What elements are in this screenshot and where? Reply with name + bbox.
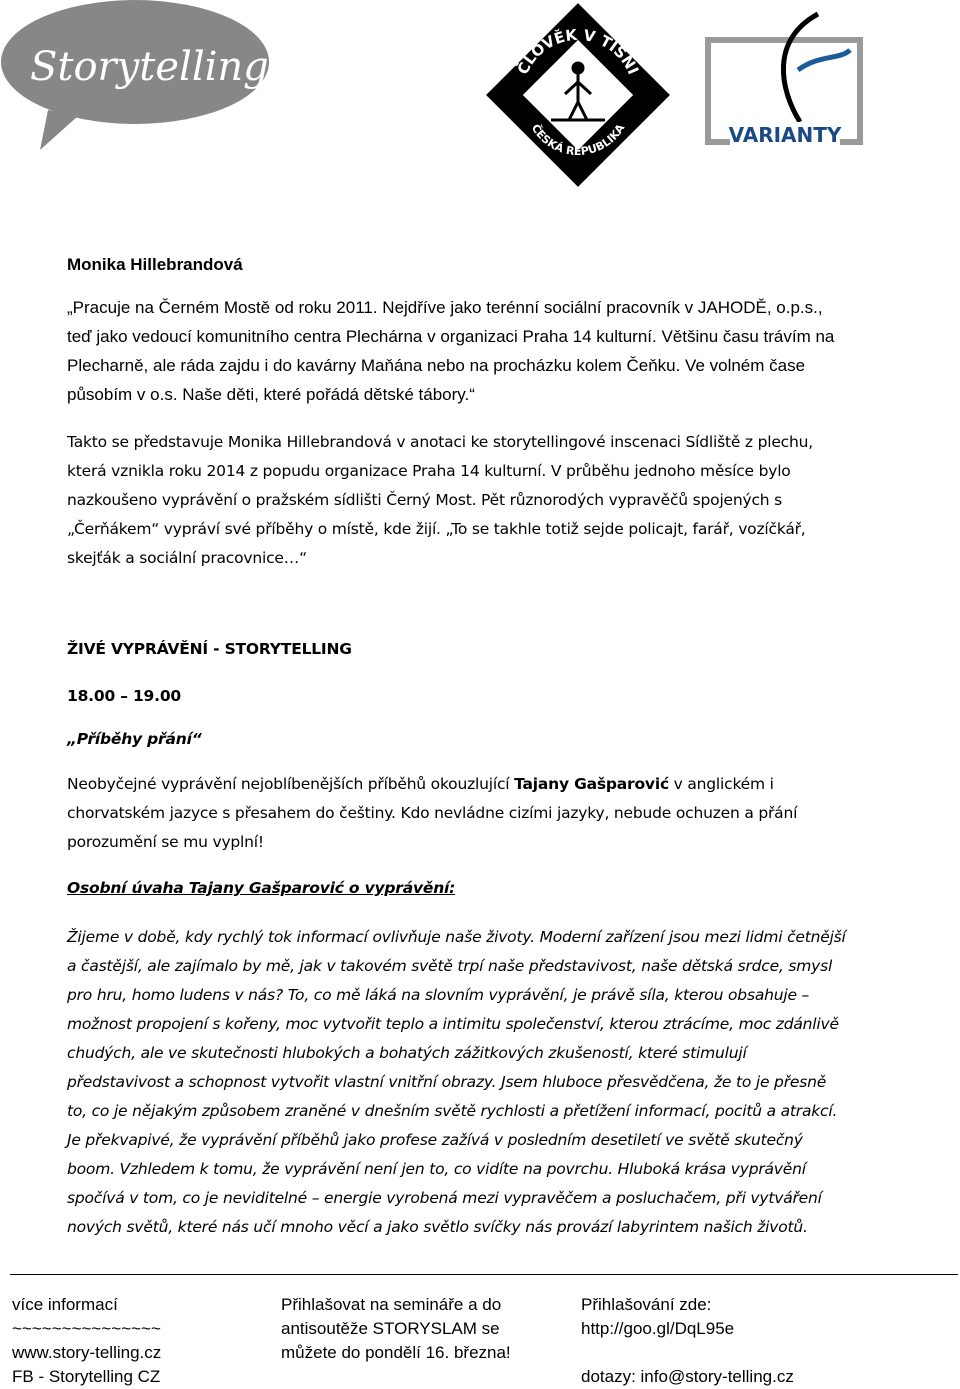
footer-register-column — [581, 1293, 951, 1389]
quote-line: „Pracuje na Černém Mostě od roku 2011. Nejdříve jako terénní sociální pracovník v JAHODĚ, o.p.s., — [67, 298, 823, 317]
performer-name: Tajany Gašparović — [514, 775, 669, 793]
reflection-block — [67, 923, 927, 1242]
varianty-logo-text: VARIANTY — [728, 123, 842, 147]
event-time: 18.00 – 19.00 — [67, 687, 181, 705]
event-desc-line — [67, 770, 927, 799]
signup-text-line: antisoutěže STORYSLAM se — [281, 1319, 500, 1338]
reflection-line: spočívá v tom, co je neviditelné – energie vyrobená mezi vypravěčem a posluchačem, při vytváření — [67, 1189, 822, 1207]
intro-line: nazkoušeno vyprávění o pražském sídlišti Černý Most. Pět různorodých vypravěčů spojených s — [67, 491, 783, 509]
footer-signup-column — [281, 1293, 571, 1365]
event-desc-line: chorvatském jazyce s přesahem do češtiny. Kdo nevládne cizími jazyky, nebude ochuzen a přání — [67, 804, 798, 822]
event-title: „Příběhy přání“ — [67, 730, 202, 748]
reflection-heading: Osobní úvaha Tajany Gašparović o vyprávění: — [67, 879, 456, 897]
register-link[interactable]: http://goo.gl/DqL95e — [581, 1319, 735, 1338]
signup-text-line: můžete do pondělí 16. března! — [281, 1343, 511, 1362]
footer-divider — [10, 1274, 958, 1275]
signup-text-line: Přihlašovat na semináře a do — [281, 1295, 502, 1314]
reflection-line: představivost a schopnost vytvořit vlastní vnitřní obrazy. Jsem hluboce přesvědčena, že to je přesně — [67, 1073, 827, 1091]
logo-bar — [0, 0, 960, 190]
clovek-logo-bottom-text: ČESKÁ REPUBLIKA — [528, 121, 628, 159]
event-desc-pre: Neobyčejné vyprávění nejoblíbenějších příběhů okouzlující — [67, 775, 515, 793]
quote-line: teď jako vedoucí komunitního centra Plechárna v organizaci Praha 14 kulturní. Většinu času trávím na — [67, 327, 835, 346]
intro-line: skejťák a sociální pracovnice…“ — [67, 549, 307, 567]
document-body — [67, 250, 927, 1242]
event-description — [67, 770, 927, 857]
varianty-logo — [700, 10, 870, 160]
event-desc-post: v anglickém i — [668, 775, 774, 793]
reflection-line: pro hru, homo ludens v nás? To, co mě láká na slovním vyprávění, je právě síla, kterou obsahuje – — [67, 986, 810, 1004]
person-name: Monika Hillebrandová — [67, 255, 243, 274]
event-desc-line: porozumění se mu vyplní! — [67, 833, 264, 851]
reflection-line: nových světů, které nás učí mnoho věcí a jako světlo svíčky nás provází labyrintem našich životů. — [67, 1218, 808, 1236]
reflection-line: to, co je nějakým způsobem zraněné v dnešním světě rychlosti a přetížení informací, pocitů a atrakcí. — [67, 1102, 838, 1120]
storytelling-logo — [0, 0, 351, 150]
register-label: Přihlašování zde: — [581, 1295, 712, 1314]
contact-email[interactable]: dotazy: info@story-telling.cz — [581, 1367, 794, 1386]
reflection-line: Je překvapivé, že vyprávění příběhů jako profese zažívá v posledním desetiletí ve světě skutečný — [67, 1131, 803, 1149]
facebook-link[interactable]: FB - Storytelling CZ — [12, 1367, 161, 1386]
reflection-line: možnost propojení s kořeny, moc vytvořit teplo a intimitu společenství, kterou ztrácíme, moc zdánlivě — [67, 1015, 839, 1033]
storytelling-logo-text: Storytelling o.s. — [30, 44, 351, 90]
reflection-line: boom. Vzhledem k tomu, že vyprávění není jen to, co vidíte na povrchu. Hluboká krása vyprávění — [67, 1160, 806, 1178]
clovek-v-tisni-logo — [485, 2, 671, 188]
reflection-line: a častější, ale zajímalo by mě, jak v takovém světě trpí naše představivost, naše dětská srdce, smysl — [67, 957, 833, 975]
intro-line: která vznikla roku 2014 z popudu organizace Praha 14 kulturní. V průběhu jednoho měsíce bylo — [67, 462, 791, 480]
intro-line: „Čerňákem“ vypráví své příběhy o místě, kde žijí. „To se takhle totiž sejde policajt, farář, vozíčkář, — [67, 520, 806, 538]
quote-block — [67, 293, 927, 409]
quote-line: Plecharně, ale ráda zajdu i do kavárny Maňána nebo na procházku kolem Čeňku. Ve volném čase — [67, 356, 806, 375]
footer-info-column — [12, 1293, 262, 1389]
tilde-separator: ~~~~~~~~~~~~~~~ — [12, 1319, 161, 1338]
reflection-line: chudých, ale ve skutečnosti hlubokých a bohatých zážitkových zkušeností, které stimulují — [67, 1044, 747, 1062]
event-heading: ŽIVÉ VYPRÁVĚNÍ - STORYTELLING — [67, 640, 352, 658]
quote-line: působím v o.s. Naše děti, které pořádá dětské tábory.“ — [67, 385, 475, 404]
clovek-logo-top-text: ČLOVĚK V TÍSNI — [513, 25, 643, 78]
more-info-label: více informací — [12, 1295, 118, 1314]
intro-block — [67, 428, 927, 573]
intro-line: Takto se představuje Monika Hillebrandová v anotaci ke storytellingové inscenaci Sídliště z plechu, — [67, 433, 813, 451]
reflection-line: Žijeme v době, kdy rychlý tok informací ovlivňuje naše životy. Moderní zařízení jsou mezi lidmi četnější — [67, 928, 846, 946]
website-link[interactable]: www.story-telling.cz — [12, 1343, 162, 1362]
